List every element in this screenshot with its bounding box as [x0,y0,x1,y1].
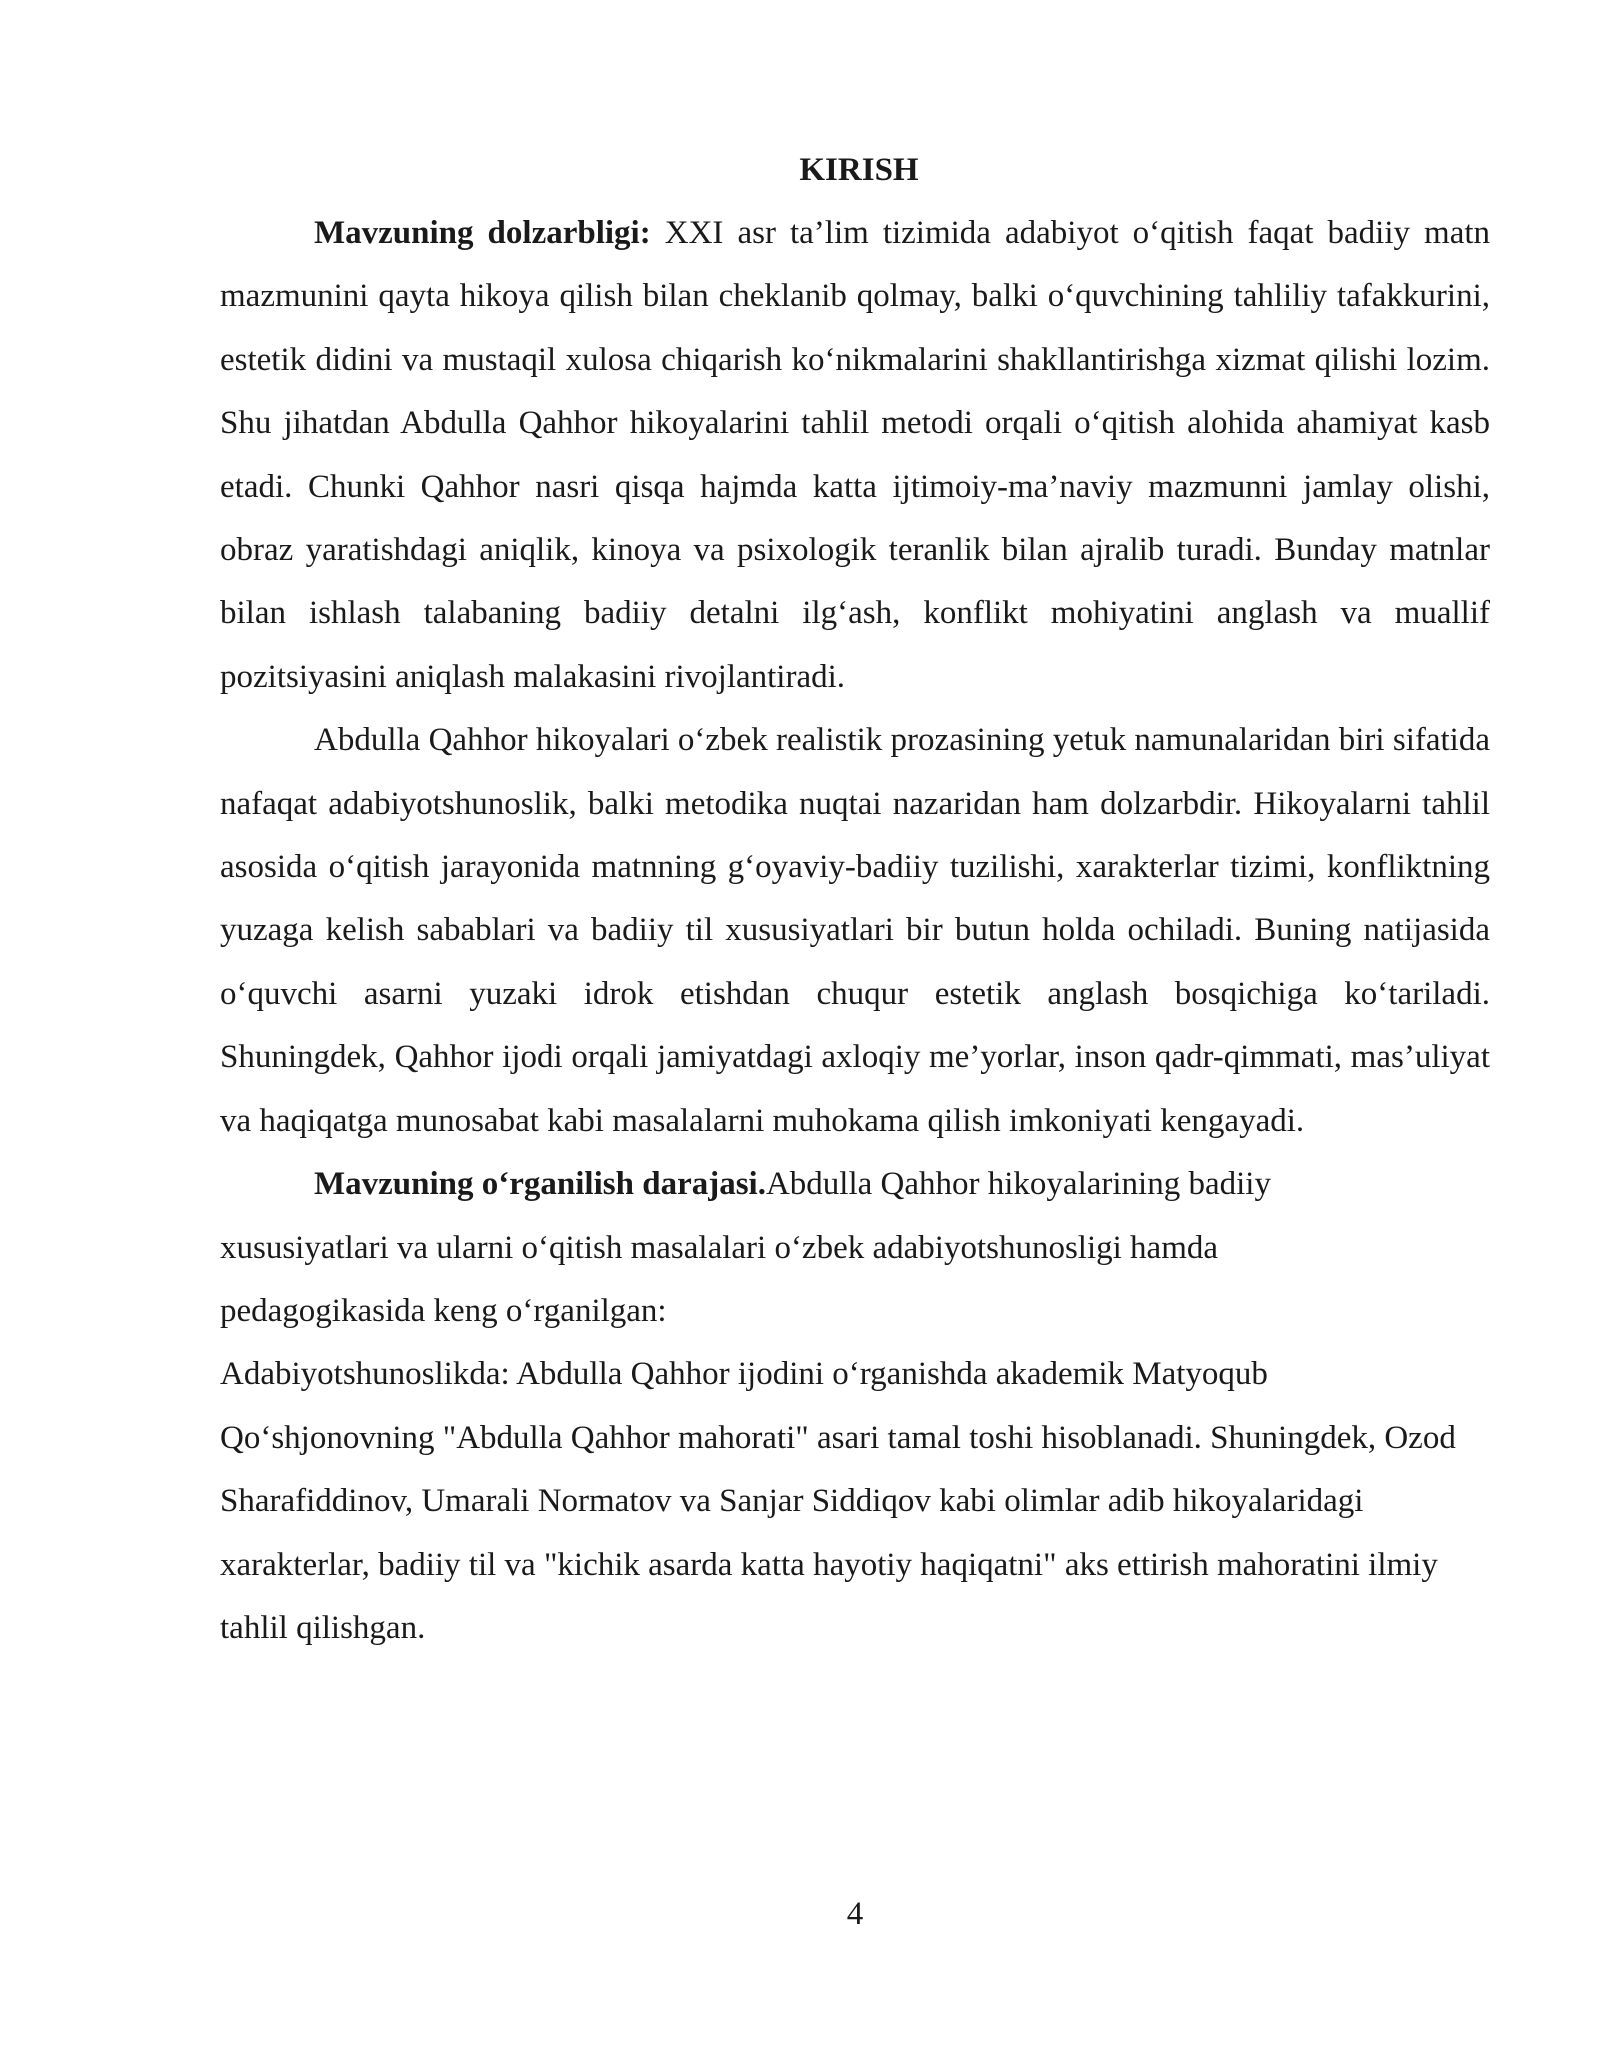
literary-studies-paragraph: Adabiyotshunoslikda: Abdulla Qahhor ijodini o‘rganishda akademik Matyoqub Qo‘shjonovning "Abdulla Qahhor mahorati" asari tamal toshi hisoblanadi. Shuningdek, Ozod Sharafiddinov, Umarali Normatov va Sanjar Siddiqov kabi olimlar adib hikoyalaridagi xarakterlar, badiiy til va "kichik asarda katta hayotiy haqiqatni" aks ettirish mahoratini ilmiy tahlil qilishgan. [220,1356,1456,1646]
study-level-text: Abdulla Qahhor hikoyalarining badiiy xususiyatlari va ularni o‘qitish masalalari o‘zbek adabiyotshunosligi hamda pedagogikasida keng o‘rganilgan: [220,1166,1271,1329]
study-level-paragraph [220,1153,1350,1343]
page-title: KIRISH [799,152,919,188]
relevance-heading: Mavzuning dolzarbligi: [314,215,651,251]
study-level-heading: Mavzuning o‘rganilish darajasi. [314,1166,766,1203]
page-number: 4 [846,1896,864,1932]
document-page [220,138,1490,1660]
second-paragraph: Abdulla Qahhor hikoyalari o‘zbek realistik prozasining yetuk namunalaridan biri sifatida nafaqat adabiyotshunoslik, balki metodika nuqtai nazaridan ham dolzarbdir. Hikoyalarni tahlil asosida o‘qitish jarayonida matnning g‘oyaviy-badiiy tuzilishi, xarakterlar tizimi, konfliktning yuzaga kelish sabablari va badiiy til xususiyatlari bir butun holda ochiladi. Buning natijasida o‘quvchi asarni yuzaki idrok etishdan chuqur estetik anglash bosqichiga ko‘tariladi. Shuningdek, Qahhor ijodi orqali jamiyatdagi axloqiy me’yorlar, inson qadr-qimmati, mas’uliyat va haqiqatga munosabat kabi masalalarni muhokama qilish imkoniyati kengayadi. [220,722,1490,1139]
relevance-text: XXI asr ta’lim tizimida adabiyot o‘qitish faqat badiiy matn mazmunini qayta hikoya qilish bilan cheklanib qolmay, balki o‘quvchining tahliliy tafakkurini, estetik didini va mustaqil xulosa chiqarish ko‘nikmalarini shakllantirishga xizmat qilishi lozim. Shu jihatdan Abdulla Qahhor hikoyalarini tahlil metodi orqali o‘qitish alohida ahamiyat kasb etadi. Chunki Qahhor nasri qisqa hajmda katta ijtimoiy-ma’naviy mazmunni jamlay olishi, obraz yaratishdagi aniqlik, kinoya va psixologik teranlik bilan ajralib turadi. Bunday matnlar bilan ishlash talabaning badiiy detalni ilg‘ash, konflikt mohiyatini anglash va muallif pozitsiyasini aniqlash malakasini rivojlantiradi. [220,215,1491,695]
relevance-paragraph [220,202,1490,709]
